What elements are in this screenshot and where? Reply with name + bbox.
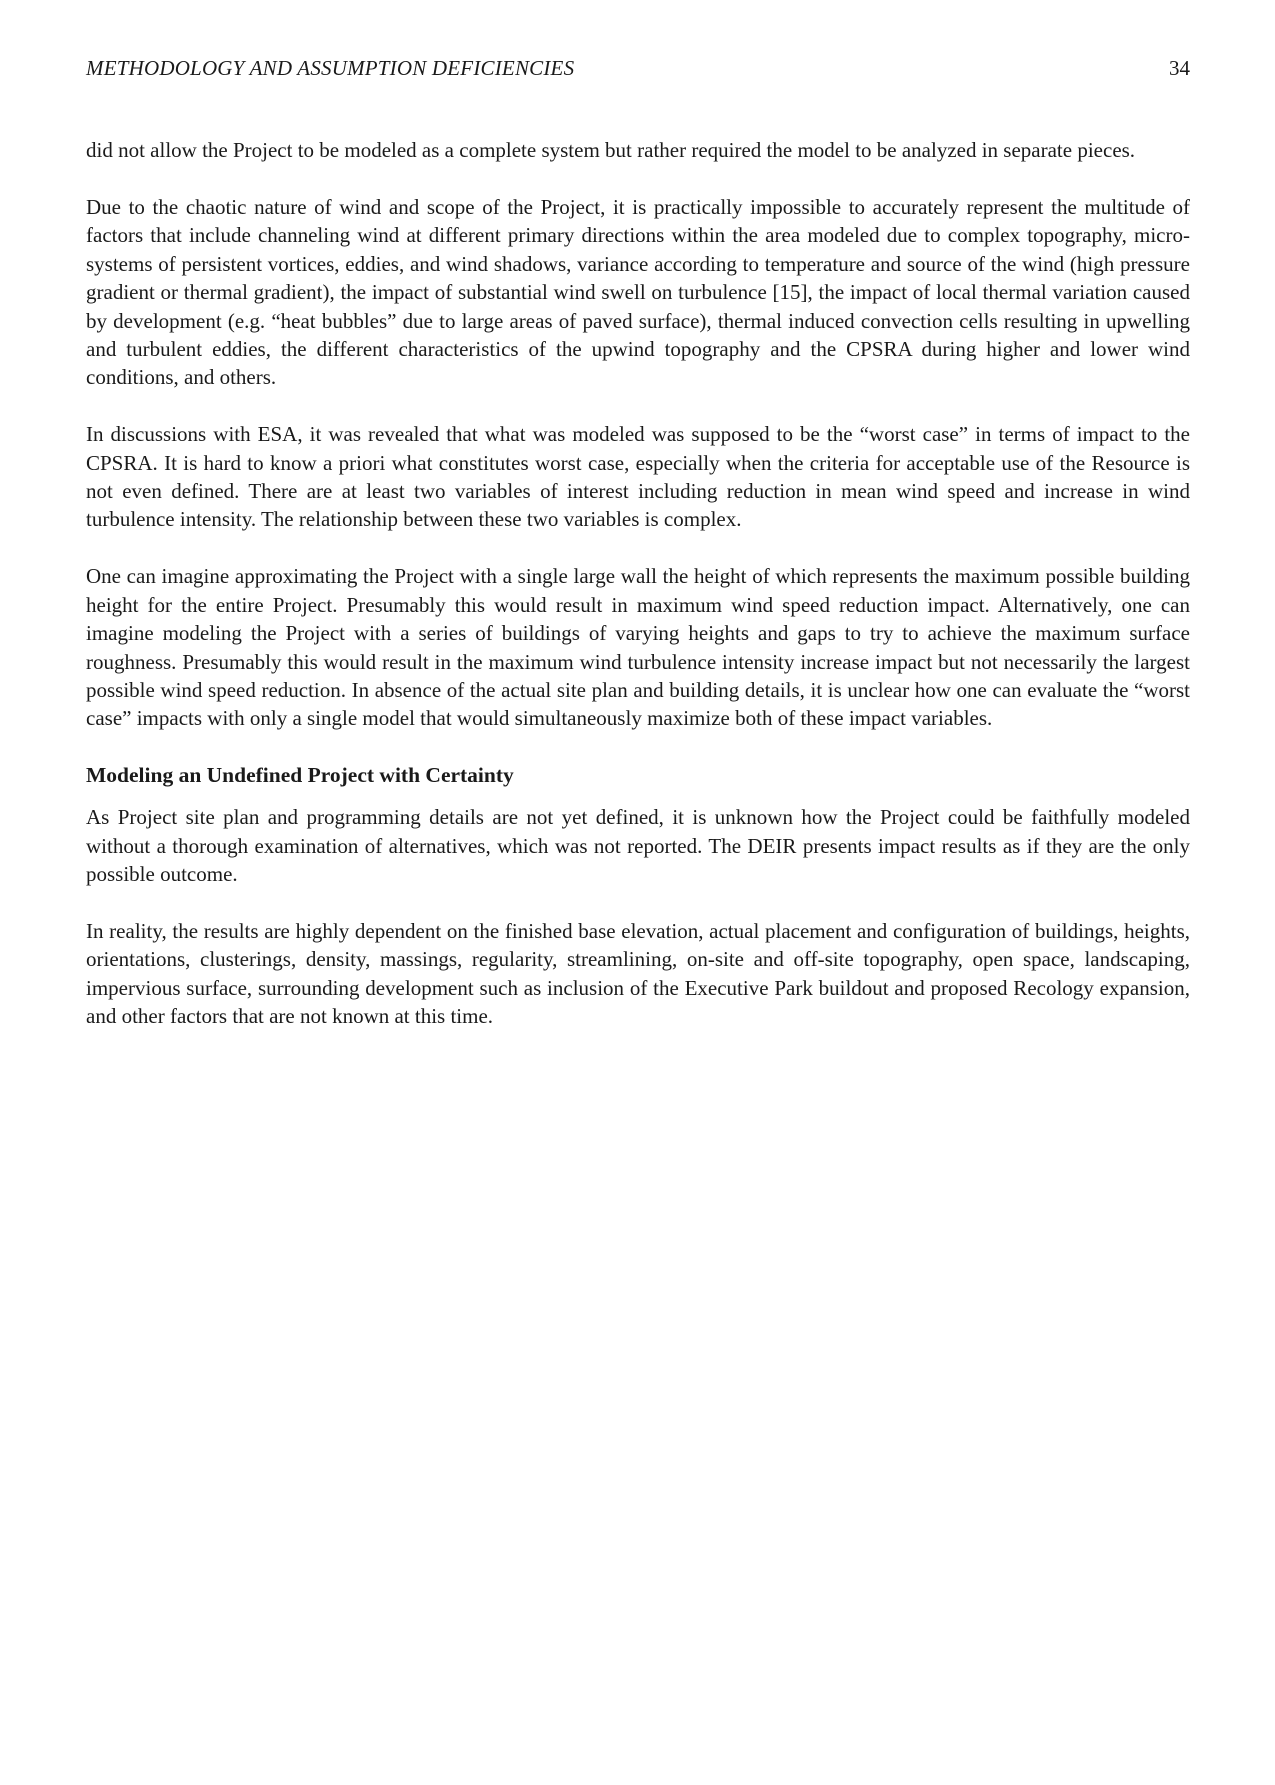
- paragraph-undefined-project: As Project site plan and programming details are not yet defined, it is unknown how the Project could be faithfully modeled without a thorough examination of alternatives, which was not reported. The DEIR presents impact results as if they are the only possible outcome.: [86, 805, 1190, 887]
- page-number: 34: [1169, 56, 1190, 80]
- paragraph-dependencies: In reality, the results are highly dependent on the finished base elevation, actual placement and configuration of buildings, heights, orientations, clusterings, density, massings, regularity, streamlining, on-site and off-site topography, open space, landscaping, impervious surface, surrounding development such as inclusion of the Executive Park buildout and proposed Recology expansion, and other factors that are not known at this time.: [86, 919, 1190, 1029]
- paragraph-wind-factors: Due to the chaotic nature of wind and scope of the Project, it is practically impossible to accurately represent the multitude of factors that include channeling wind at different primary directions within the area modeled due to complex topography, micro-systems of persistent vortices, eddies, and wind shadows, variance according to temperature and source of the wind (high pressure gradient or thermal gradient), the impact of substantial wind swell on turbulence [15], the impact of local thermal variation caused by development (e.g. “heat bubbles” due to large areas of paved surface), thermal induced convection cells resulting in upwelling and turbulent eddies, the different characteristics of the upwind topography and the CPSRA during higher and lower wind conditions, and others.: [86, 194, 1190, 390]
- running-title: METHODOLOGY AND ASSUMPTION DEFICIENCIES: [86, 56, 575, 80]
- section-heading: Modeling an Undefined Project with Certainty: [86, 763, 514, 788]
- running-header: [86, 56, 1190, 81]
- paragraph-approximation: One can imagine approximating the Project with a single large wall the height of which represents the maximum possible building height for the entire Project. Presumably this would result in maximum wind speed reduction impact. Alternatively, one can imagine modeling the Project with a series of buildings of varying heights and gaps to try to achieve the maximum surface roughness. Presumably this would result in the maximum wind turbulence intensity increase impact but not necessarily the largest possible wind speed reduction. In absence of the actual site plan and building details, it is unclear how one can evaluate the “worst case” impacts with only a single model that would simultaneously maximize both of these impact variables.: [86, 564, 1190, 731]
- document-body: [86, 136, 1190, 1059]
- paragraph-worst-case: In discussions with ESA, it was revealed that what was modeled was supposed to be the “worst case” in terms of impact to the CPSRA. It is hard to know a priori what constitutes worst case, especially when the criteria for acceptable use of the Resource is not even defined. There are at least two variables of interest including reduction in mean wind speed and increase in wind turbulence intensity. The relationship between these two variables is complex.: [86, 422, 1190, 532]
- paragraph-continuation: did not allow the Project to be modeled as a complete system but rather required the model to be analyzed in separate pieces.: [86, 138, 1136, 162]
